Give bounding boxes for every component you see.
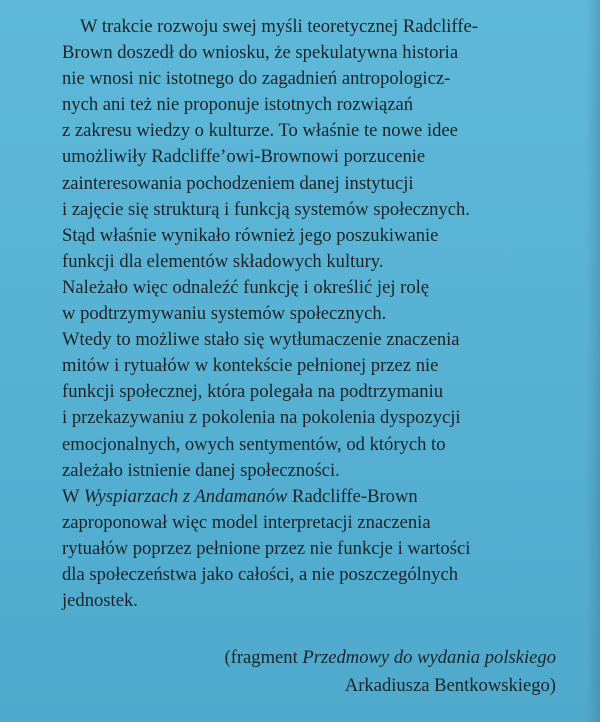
text-line: zainteresowania pochodzeniem danej instytucji: [62, 172, 414, 194]
text-line: emocjonalnych, owych sentymentów, od których to: [62, 433, 446, 455]
text-line: dla społeczeństwa jako całości, a nie poszczególnych: [62, 563, 458, 585]
text-fragment: Radcliffe-Brown: [287, 485, 418, 507]
text-line: mitów i rytuałów w kontekście pełnionej przez nie: [62, 355, 439, 377]
text-line: funkcji społecznej, która polegała na podtrzymaniu: [62, 381, 444, 403]
text-line: W trakcie rozwoju swej myśli teoretycznej Radcliffe-: [80, 16, 478, 37]
text-line: Wtedy to możliwe stało się wytłumaczenie znaczenia: [62, 329, 460, 351]
text-line: zależało istnienie danej społeczności.: [62, 459, 340, 481]
credit-line: [116, 644, 556, 672]
text-line: umożliwiły Radcliffe’owi-Brownowi porzucenie: [62, 146, 426, 168]
text-line: i zajęcie się strukturą i funkcją systemów społecznych.: [62, 198, 470, 220]
text-line: funkcji dla elementów składowych kultury.: [62, 250, 384, 272]
body-paragraph: [62, 14, 562, 614]
text-line: i przekazywaniu z pokolenia na pokolenia dyspozycji: [62, 407, 461, 429]
credit-author: Arkadiusza Bentkowskiego): [344, 675, 556, 696]
text-line-with-title: [62, 484, 562, 510]
text-fragment: W: [62, 485, 84, 507]
credit-prefix: (fragment: [224, 647, 303, 668]
text-line: z zakresu wiedzy o kulturze. To właśnie te nowe idee: [62, 120, 458, 142]
text-line: Należało więc odnaleźć funkcję i określić jej rolę: [62, 276, 430, 298]
text-line: jednostek.: [62, 590, 138, 612]
source-credit: [116, 644, 556, 700]
text-line: nych ani też nie proponuje istotnych rozwiązań: [62, 94, 414, 116]
text-line: w podtrzymywaniu systemów społecznych.: [62, 303, 387, 325]
text-line: rytuałów poprzez pełnione przez nie funkcje i wartości: [62, 537, 471, 559]
text-line: zaproponował więc model interpretacji znaczenia: [62, 511, 431, 533]
text-line: nie wnosi nic istotnego do zagadnień antropologicz-: [62, 68, 451, 90]
credit-title-italic: Przedmowy do wydania polskiego: [302, 647, 556, 668]
text-line: Stąd właśnie wynikało również jego poszukiwanie: [62, 224, 439, 246]
book-title-italic: Wyspiarzach z Andamanów: [83, 485, 288, 507]
cover-edge-shadow: [586, 0, 600, 722]
text-line: Brown doszedł do wniosku, że spekulatywna historia: [62, 42, 459, 64]
